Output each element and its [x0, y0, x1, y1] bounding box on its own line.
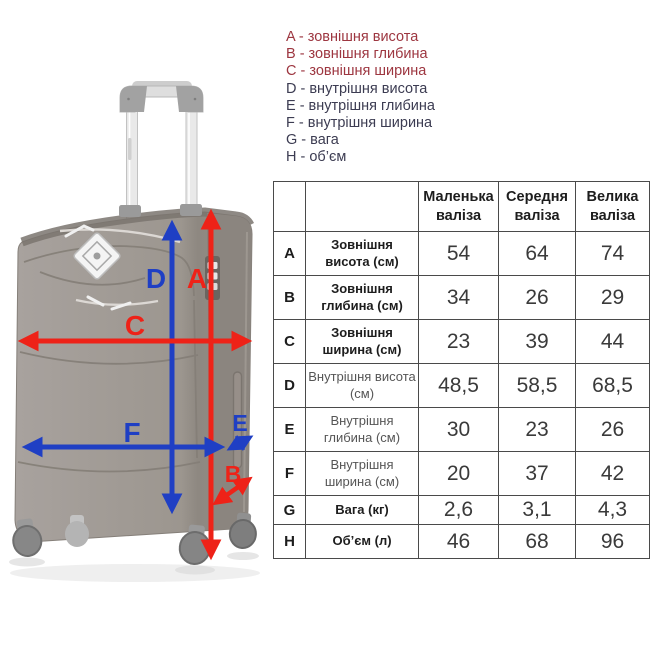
- row-letter: A: [274, 232, 306, 276]
- table-row-g: [274, 496, 650, 525]
- legend-item-b: B - зовнішня глибина: [286, 46, 428, 63]
- row-letter: D: [274, 364, 306, 408]
- col-header-medium: Середня валіза: [499, 182, 576, 232]
- row-label: Внутрішня ширина (см): [306, 452, 419, 496]
- label-D: D: [145, 263, 167, 294]
- label-E: E: [232, 410, 248, 436]
- table-row-d: [274, 364, 650, 408]
- row-label: Вага (кг): [306, 496, 419, 525]
- param-header-cell: [306, 182, 419, 232]
- corner-cell: [274, 182, 306, 232]
- value-cell: 26: [576, 408, 650, 452]
- row-letter: F: [274, 452, 306, 496]
- table-row-b: [274, 276, 650, 320]
- value-cell: 68: [499, 525, 576, 559]
- legend-item-e: E - внутрішня глибина: [286, 97, 435, 114]
- value-cell: 96: [576, 525, 650, 559]
- value-cell: 23: [499, 408, 576, 452]
- suitcase-photo: [10, 204, 257, 565]
- value-cell: 26: [499, 276, 576, 320]
- row-label: Внутрішня висота (см): [306, 364, 419, 408]
- value-cell: 54: [419, 232, 499, 276]
- value-cell: 46: [419, 525, 499, 559]
- value-cell: 23: [419, 320, 499, 364]
- value-cell: 39: [499, 320, 576, 364]
- row-letter: H: [274, 525, 306, 559]
- value-cell: 58,5: [499, 364, 576, 408]
- value-cell: 29: [576, 276, 650, 320]
- row-label: Об’єм (л): [306, 525, 419, 559]
- legend-item-c: C - зовнішня ширина: [286, 63, 427, 80]
- col-header-small: Маленька валіза: [419, 182, 499, 232]
- value-cell: 30: [419, 408, 499, 452]
- legend-item-a: A - зовнішня висота: [286, 29, 419, 45]
- value-cell: 20: [419, 452, 499, 496]
- label-A: A: [186, 263, 208, 294]
- value-cell: 37: [499, 452, 576, 496]
- value-cell: 68,5: [576, 364, 650, 408]
- value-cell: 42: [576, 452, 650, 496]
- legend-item-f: F - внутрішня ширина: [286, 115, 433, 132]
- value-cell: 74: [576, 232, 650, 276]
- row-letter: C: [274, 320, 306, 364]
- dimension-legend: [286, 29, 435, 167]
- table-row-a: [274, 232, 650, 276]
- value-cell: 64: [499, 232, 576, 276]
- row-letter: B: [274, 276, 306, 320]
- value-cell: 34: [419, 276, 499, 320]
- floor-shadow: [9, 552, 260, 582]
- header-row: [274, 182, 650, 232]
- row-letter: G: [274, 496, 306, 525]
- label-B: B: [224, 461, 242, 487]
- row-label: Зовнішня висота (см): [306, 232, 419, 276]
- size-table: [273, 181, 650, 559]
- row-letter: E: [274, 408, 306, 452]
- table-row-e: [274, 408, 650, 452]
- col-header-large: Велика валіза: [576, 182, 650, 232]
- legend-item-h: H - об’єм: [286, 149, 347, 166]
- table-row-f: [274, 452, 650, 496]
- label-C: C: [124, 310, 146, 341]
- value-cell: 44: [576, 320, 650, 364]
- row-label: Зовнішня глибина (см): [306, 276, 419, 320]
- trolley-handle: [120, 81, 203, 222]
- suitcase-dimension-diagram: [0, 0, 270, 650]
- table-row-c: [274, 320, 650, 364]
- row-label: Внутрішня глибина (см): [306, 408, 419, 452]
- value-cell: 48,5: [419, 364, 499, 408]
- legend-item-g: G - вага: [286, 132, 339, 149]
- label-F: F: [123, 417, 141, 448]
- legend-item-d: D - внутрішня висота: [286, 80, 428, 97]
- row-label: Зовнішня ширина (см): [306, 320, 419, 364]
- value-cell: 4,3: [576, 496, 650, 525]
- value-cell: 3,1: [499, 496, 576, 525]
- table-row-h: [274, 525, 650, 559]
- value-cell: 2,6: [419, 496, 499, 525]
